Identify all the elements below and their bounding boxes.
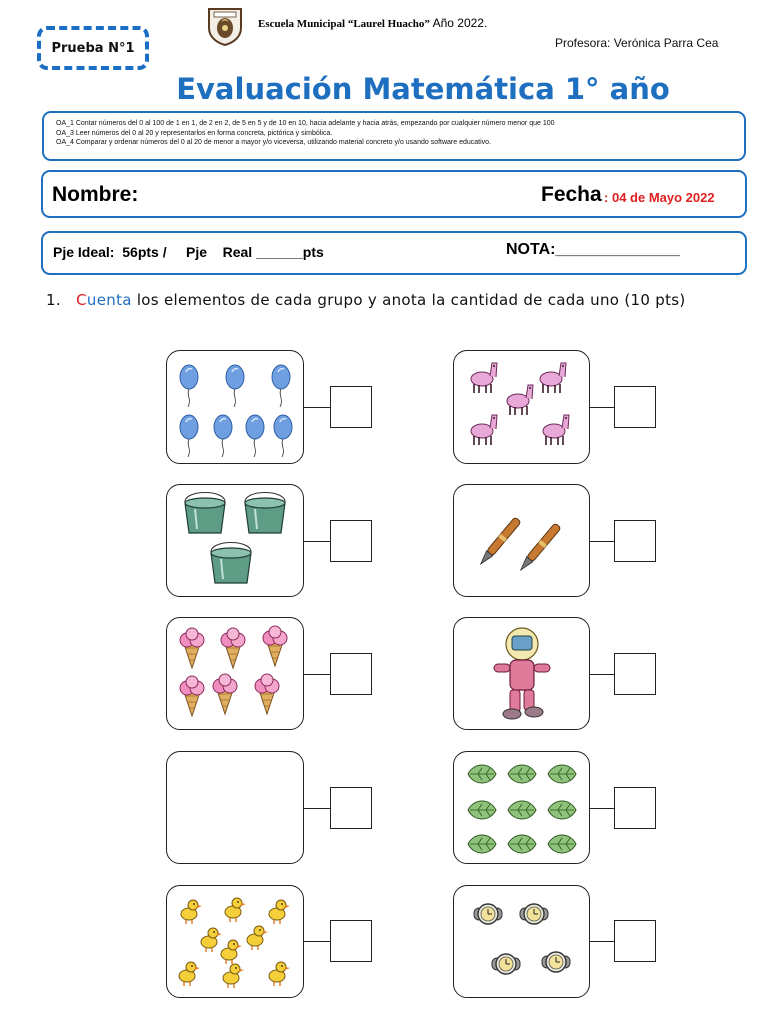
duck-icon xyxy=(201,928,222,952)
bucket-icon xyxy=(185,493,225,534)
astronaut-icon xyxy=(454,618,590,730)
watch-icon xyxy=(474,904,502,924)
ice-cream-icon xyxy=(180,676,204,716)
answer-box[interactable] xyxy=(330,653,372,695)
duck-icon xyxy=(269,962,290,986)
objectives-box xyxy=(42,111,746,161)
duck-icon xyxy=(179,962,200,986)
llama-icon xyxy=(471,415,497,445)
balloon-icon xyxy=(226,365,244,407)
empty-group-box xyxy=(166,751,304,864)
score-ideal-label: Pje Ideal: 56pts / Pje Real ______pts xyxy=(53,244,324,260)
ice-cream-icon xyxy=(255,674,279,714)
answer-box[interactable] xyxy=(614,386,656,428)
page-title: Evaluación Matemática 1° año xyxy=(176,72,670,106)
astronaut-group-box xyxy=(453,617,590,730)
balloon-icon xyxy=(246,415,264,457)
balloon-icon xyxy=(180,415,198,457)
ice-cream-group-box xyxy=(166,617,304,730)
leaf-icon xyxy=(468,765,496,783)
balloon-icon xyxy=(274,415,292,457)
name-field-label: Nombre: xyxy=(52,183,139,206)
question-text: los elementos de cada grupo y anota la cantidad de cada uno (10 pts) xyxy=(131,291,686,309)
pen-icon xyxy=(518,523,561,573)
objective-line: OA_3 Leer números del 0 al 20 y representarlos en forma concreta, pictórica y simbólica. xyxy=(56,129,333,137)
leaf-icon xyxy=(508,801,536,819)
watch-icon xyxy=(492,954,520,974)
pen-icon xyxy=(478,517,521,567)
answer-box[interactable] xyxy=(614,520,656,562)
answer-box[interactable] xyxy=(330,520,372,562)
question-1 xyxy=(46,290,726,310)
teacher-name: Profesora: Verónica Parra Cea xyxy=(555,36,719,50)
balloon-group-box xyxy=(166,350,304,464)
date-text: 04 de Mayo 2022 xyxy=(611,190,715,205)
leaf-icon xyxy=(468,801,496,819)
question-keyword-first: C xyxy=(76,291,87,309)
school-name xyxy=(258,16,487,30)
leaf-icon xyxy=(548,835,576,853)
answer-box[interactable] xyxy=(330,386,372,428)
leaf-icon xyxy=(508,835,536,853)
bucket-icon xyxy=(245,493,285,534)
connector-line xyxy=(304,808,332,809)
date-colon: : xyxy=(604,190,609,205)
question-number: 1. xyxy=(46,291,61,309)
connector-line xyxy=(304,941,332,942)
question-keyword: uenta xyxy=(86,291,132,309)
leaf-group-box xyxy=(453,751,590,864)
objective-line: OA_1 Contar números del 0 al 100 de 1 en 1, de 2 en 2, de 5 en 5 y de 10 en 10, hacia adelante y hacia atrás, empezando por cualquier número menor que 100 xyxy=(56,120,555,127)
duck-icon xyxy=(269,900,290,924)
school-name-text: Escuela Municipal “Laurel Huacho” xyxy=(258,18,430,30)
answer-box[interactable] xyxy=(614,920,656,962)
connector-line xyxy=(304,407,332,408)
balloon-icon xyxy=(214,415,232,457)
llama-group-box xyxy=(453,350,590,464)
answer-box[interactable] xyxy=(330,920,372,962)
school-year: Año 2022. xyxy=(432,16,488,30)
duck-icon xyxy=(223,964,244,988)
objective-line: OA_4 Comparar y ordenar números del 0 al 20 de menor a mayor y/o viceversa, utilizando material concreto y/o usando software educativo. xyxy=(56,139,491,146)
llama-icon xyxy=(471,363,497,393)
duck-icon xyxy=(221,940,242,964)
connector-line xyxy=(304,541,332,542)
leaf-icon xyxy=(508,765,536,783)
leaf-icon xyxy=(548,765,576,783)
ice-cream-icon xyxy=(213,674,237,714)
leaf-icon xyxy=(468,835,496,853)
duck-icon xyxy=(225,898,246,922)
balloon-icon xyxy=(180,365,198,407)
test-number-badge: Prueba N°1 xyxy=(37,26,149,70)
watch-group-box xyxy=(453,885,590,998)
date-field-label: Fecha xyxy=(541,183,602,206)
watch-icon xyxy=(520,904,548,924)
bucket-group-box xyxy=(166,484,304,597)
ice-cream-icon xyxy=(263,626,287,666)
duck-icon xyxy=(247,926,268,950)
bucket-icon xyxy=(211,543,251,584)
pen-group-box xyxy=(453,484,590,597)
duck-icon xyxy=(181,900,202,924)
llama-icon xyxy=(540,363,566,393)
leaf-icon xyxy=(548,801,576,819)
balloon-icon xyxy=(272,365,290,407)
connector-line xyxy=(304,674,332,675)
answer-box[interactable] xyxy=(614,653,656,695)
llama-icon xyxy=(507,385,533,415)
answer-box[interactable] xyxy=(614,787,656,829)
duck-group-box xyxy=(166,885,304,998)
watch-icon xyxy=(542,952,570,972)
ice-cream-icon xyxy=(180,628,204,668)
grade-label: NOTA:______________ xyxy=(506,241,681,258)
date-value xyxy=(604,190,715,205)
ice-cream-icon xyxy=(221,628,245,668)
answer-box[interactable] xyxy=(330,787,372,829)
school-crest-icon xyxy=(206,6,244,46)
llama-icon xyxy=(543,415,569,445)
